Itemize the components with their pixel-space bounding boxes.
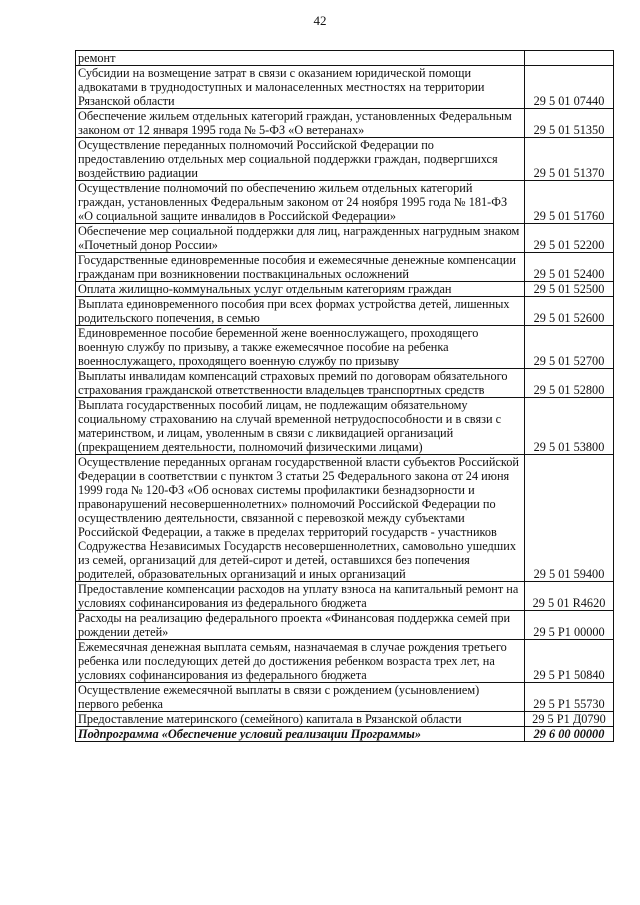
row-code: 29 5 01 59400 bbox=[525, 455, 614, 582]
row-description: Выплата единовременного пособия при всех формах устройства детей, лишенных родительского попечения, в семью bbox=[76, 297, 525, 326]
row-code: 29 5 P1 Д0790 bbox=[525, 712, 614, 727]
row-code: 29 5 01 52800 bbox=[525, 369, 614, 398]
row-code: 29 5 01 52700 bbox=[525, 326, 614, 369]
row-code: 29 5 01 52400 bbox=[525, 253, 614, 282]
row-description: Предоставление компенсации расходов на уплату взноса на капитальный ремонт на условиях софинансирования из федерального бюджета bbox=[76, 582, 525, 611]
row-code: 29 5 01 R4620 bbox=[525, 582, 614, 611]
row-code: 29 5 01 51370 bbox=[525, 138, 614, 181]
row-code: 29 5 01 07440 bbox=[525, 66, 614, 109]
table-row bbox=[76, 369, 614, 398]
table-row bbox=[76, 297, 614, 326]
subprogram-code: 29 6 00 00000 bbox=[525, 727, 614, 742]
table-row bbox=[76, 109, 614, 138]
table-row bbox=[76, 582, 614, 611]
row-description: Осуществление переданных полномочий Российской Федерации по предоставлению отдельных мер социальной поддержки граждан, подвергшихся воздействию радиации bbox=[76, 138, 525, 181]
row-description: Единовременное пособие беременной жене военнослужащего, проходящего военную службу по призыву, а также ежемесячное пособие на ребенка военнослужащего, проходящего военную службу по призыву bbox=[76, 326, 525, 369]
table-row bbox=[76, 611, 614, 640]
row-code: 29 5 01 52200 bbox=[525, 224, 614, 253]
budget-classification-table bbox=[75, 50, 614, 742]
table-row bbox=[76, 181, 614, 224]
table-row bbox=[76, 138, 614, 181]
row-description: Выплата государственных пособий лицам, не подлежащим обязательному социальному страхованию на случай временной нетрудоспособности и в связи с материнством, и лицам, уволенным в связи с ликвидацией организаций (прекращением деятельности, полномочий физическими лицами) bbox=[76, 398, 525, 455]
row-code: 29 5 P1 00000 bbox=[525, 611, 614, 640]
table-row bbox=[76, 253, 614, 282]
table-row bbox=[76, 712, 614, 727]
row-code: 29 5 P1 55730 bbox=[525, 683, 614, 712]
row-description: Расходы на реализацию федерального проекта «Финансовая поддержка семей при рождении детей» bbox=[76, 611, 525, 640]
row-code: 29 5 01 51760 bbox=[525, 181, 614, 224]
row-code: 29 5 01 52600 bbox=[525, 297, 614, 326]
table-row bbox=[76, 66, 614, 109]
subprogram-title: Подпрограмма «Обеспечение условий реализации Программы» bbox=[76, 727, 525, 742]
row-description: Выплаты инвалидам компенсаций страховых премий по договорам обязательного страхования гражданской ответственности владельцев транспортных средств bbox=[76, 369, 525, 398]
row-description: Осуществление переданных органам государственной власти субъектов Российской Федерации в соответствии с пунктом 3 статьи 25 Федерального закона от 24 июня 1999 года № 120-ФЗ «Об основах системы профилактики безнадзорности и правонарушений несовершеннолетних» полномочий Российской Федерации по осуществлению деятельности, связанной с перевозкой между субъектами Российской Федерации, а также в пределах территорий государств - участников Содружества Независимых Государств несовершеннолетних, самовольно ушедших из семей, организаций для детей-сирот и детей, оставшихся без попечения родителей, образовательных организаций и иных организаций bbox=[76, 455, 525, 582]
row-description: Ежемесячная денежная выплата семьям, назначаемая в случае рождения третьего ребенка или последующих детей до достижения ребенком возраста трех лет, на условиях софинансирования из федерального бюджета bbox=[76, 640, 525, 683]
table-row bbox=[76, 398, 614, 455]
row-description: ремонт bbox=[76, 51, 525, 66]
row-description: Осуществление ежемесячной выплаты в связи с рождением (усыновлением) первого ребенка bbox=[76, 683, 525, 712]
subprogram-row bbox=[76, 727, 614, 742]
row-code: 29 5 01 52500 bbox=[525, 282, 614, 297]
row-description: Государственные единовременные пособия и ежемесячные денежные компенсации гражданам при возникновении поствакцинальных осложнений bbox=[76, 253, 525, 282]
table-row bbox=[76, 640, 614, 683]
table-row bbox=[76, 51, 614, 66]
row-description: Субсидии на возмещение затрат в связи с оказанием юридической помощи адвокатами в труднодоступных и малонаселенных местностях на территории Рязанской области bbox=[76, 66, 525, 109]
row-code: 29 5 01 53800 bbox=[525, 398, 614, 455]
table-row bbox=[76, 455, 614, 582]
row-description: Обеспечение мер социальной поддержки для лиц, награжденных нагрудным знаком «Почетный донор России» bbox=[76, 224, 525, 253]
table-row bbox=[76, 224, 614, 253]
row-code: 29 5 P1 50840 bbox=[525, 640, 614, 683]
row-description: Оплата жилищно-коммунальных услуг отдельным категориям граждан bbox=[76, 282, 525, 297]
row-description: Обеспечение жильем отдельных категорий граждан, установленных Федеральным законом от 12 января 1995 года № 5-ФЗ «О ветеранах» bbox=[76, 109, 525, 138]
row-description: Предоставление материнского (семейного) капитала в Рязанской области bbox=[76, 712, 525, 727]
page-number: 42 bbox=[313, 13, 327, 28]
row-description: Осуществление полномочий по обеспечению жильем отдельных категорий граждан, установленных Федеральным законом от 24 ноября 1995 года № 181-ФЗ «О социальной защите инвалидов в Российской Федерации» bbox=[76, 181, 525, 224]
table-row bbox=[76, 326, 614, 369]
row-code: 29 5 01 51350 bbox=[525, 109, 614, 138]
table-row bbox=[76, 282, 614, 297]
table-row bbox=[76, 683, 614, 712]
row-code bbox=[525, 51, 614, 66]
